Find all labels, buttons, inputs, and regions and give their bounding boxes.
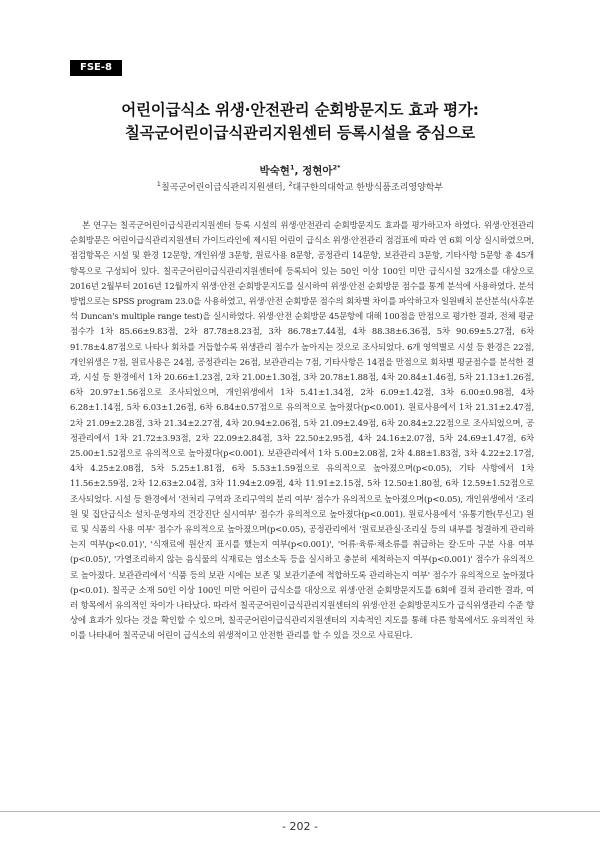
title-line-1: 어린이급식소 위생·안전관리 순회방문지도 효과 평가:	[121, 101, 479, 119]
session-badge: FSE-8	[70, 60, 122, 76]
author-1-sup: 1	[289, 163, 295, 172]
abstract-text: 본 연구는 칠곡군어린이급식관리지원센터 등록 시설의 위생·안전관리 순회방문지도 효과를 평가하고자 하였다. 위생·안전관리 순회방문은 어린이급식관리지원센터 가이드라인에 제시된 어린이 급식소 위생·안전관리 점검표에 따라 연 6회 이상 실시하였으며, 점검항목은 시설 및 환경 12문항, 개인위생 3문항, 원료사용 8문항, 공정관리 14문항, 보관관리 3문항, 기타사항 5문항 총 45개 항목으로 구성되어 있다. 칠곡군어린이급식관리지원센터에 등록되어 있는 50인 이상 100인 미만 급식시설 32개소를 대상으로 2016년 2월부터 2016년 12월까지 위생·안전 순회방문지도를 실시하여 위생·안전 순회방문 점수를 통계 분석에 사용하였다. 분석방법으로는 SPSS program 23.0을 사용하였고, 위생·안전 순회방문 점수의 회차별 차이를 파악하고자 일원배치 분산분석(사후분석 Duncan's multiple range test)을 실시하였다. 위생·안전 순회방문 45문항에 대해 100점을 만점으로 평가한 결과, 전체 평균점수가 1차 85.66±9.83점, 2차 87.78±8.23점, 3차 86.78±7.44점, 4차 88.38±6.36점, 5차 90.69±5.27점, 6차 91.78±4.87점으로 나타나 회차를 거듭할수록 위생관리 점수가 높아지는 것으로 조사되었다. 6개 영역별로 시설 등 환경은 22점, 개인위생은 7점, 원료사용은 24점, 공정관리는 26점, 보관관리는 7점, 기타사항은 14점을 만점으로 회차별 평균점수를 분석한 결과, 시설 등 환경에서 1차 20.66±1.23점, 2차 21.00±1.30점, 3차 20.78±1.88점, 4차 20.84±1.46점, 5차 21.13±1.26점, 6차 20.97±1.56점으로 조사되었으며, 개인위생에서 1차 5.41±1.34점, 2차 6.09±1.42점, 3차 6.00±0.98점, 4차 6.28±1.14점, 5차 6.03±1.26점, 6차 6.84±0.57점으로 유의적으로 높아졌다(p<0.001). 원료사용에서 1차 21.31±2.47점, 2차 21.09±2.28점, 3차 21.34±2.27점, 4차 20.94±2.06점, 5차 21.09±2.49점, 6차 20.84±2.22점으로 조사되었으며, 공정관리에서 1차 21.72±3.93점, 2차 22.09±2.84점, 3차 22.50±2.95점, 4차 24.16±2.07점, 5차 24.69±1.47점, 6차 25.00±1.52점으로 유의적으로 높아졌다(p<0.001). 보관관리에서 1차 5.00±2.08점, 2차 4.88±1.83점, 3차 4.22±2.17점, 4차 4.25±2.08점, 5차 5.25±1.81점, 6차 5.53±1.59점으로 유의적으로 높아졌으며(p<0.05), 기타 사항에서 1차 11.56±2.59점, 2차 12.63±2.04점, 3차 11.94±2.09점, 4차 11.91±2.15점, 5차 12.50±1.80점, 6차 12.59±1.52점으로 조사되었다. 시설 등 환경에서 '전처리 구역과 조리구역의 분리 여부' 점수가 유의적으로 높아졌으며(p<0.05), 개인위생에서 '조리원 및 집단급식소 설치·운영자의 건강진단 실시여부' 점수가 유의적으로 높아졌다(p<0.001). 원료사용에서 '유통기한(무신고) 원료 및 식품의 사용 여부' 점수가 유의적으로 높아졌으며(p<0.05), 공정관리에서 '원료보관실·조리실 등의 내부를 청결하게 관리하는지 여부(p<0.01)', '식재료에 원산지 표시를 했는지 여부(p<0.001)', '어류·육류·채소류를 취급하는 칼·도마 구분 사용 여부(p<0.05)', '가열조리하지 않는 음식물의 식재료는 염소소독 등을 실시하고 충분히 세척하는지 여부(p<0.001)' 점수가 유의적으로 높아졌다. 보관관리에서 '식품 등의 보관 시에는 보존 및 보관기준에 적합하도록 관리하는지 여부' 점수가 유의적으로 높아졌다(p<0.01). 칠곡군 소재 50인 이상 100인 미만 어린이 급식소를 대상으로 위생·안전 순회방문지도를 6회에 걸쳐 관리한 결과, 여러 항목에서 유의적인 차이가 나타났다. 따라서 칠곡군어린이급식관리지원센터의 위생·안전 순회방문지도가 급식위생관리 수준 향상에 효과가 있다는 것을 확인할 수 있으며, 칠곡군어린이급식관리지원센터의 지속적인 지도를 통해 다른 항목에서도 유의적인 차이를 나타내어 칠곡군내 어린이 급식소의 위생적이고 안전한 관리를 할 수 있을 것으로 사료된다.	[70, 220, 534, 641]
affiliation-1-sup: 1	[156, 180, 161, 188]
author-line	[0, 163, 600, 178]
abstract	[70, 218, 534, 644]
affiliation-1: 칠곡군어린이급식관리지원센터,	[160, 183, 289, 193]
affiliation-line	[0, 180, 600, 193]
page-number: - 202 -	[282, 820, 318, 833]
title-line-2: 칠곡군어린이급식관리지원센터 등록시설을 중심으로	[124, 124, 476, 142]
affiliation-2-sup: 2	[288, 180, 293, 188]
author-separator: ,	[294, 165, 303, 177]
author-1: 박숙현	[259, 165, 290, 177]
author-2: 정현아	[302, 165, 333, 177]
footer-divider	[0, 811, 600, 812]
author-2-sup: 2*	[332, 163, 341, 172]
affiliation-2: 대구한의대학교 한방식품조리영양학부	[292, 183, 444, 193]
